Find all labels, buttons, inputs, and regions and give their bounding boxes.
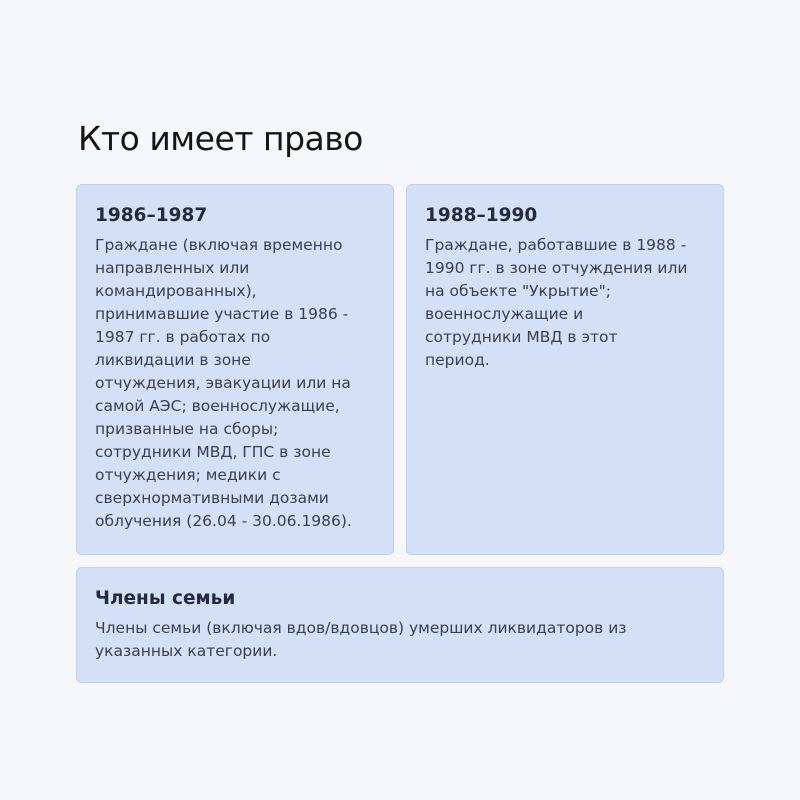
- text-line: сотрудники МВД в этот: [425, 328, 618, 346]
- card-text: [425, 234, 707, 372]
- text-line: отчуждения, эвакуации или на: [95, 374, 351, 392]
- text-line: период.: [425, 351, 490, 369]
- card-heading: 1988–1990: [425, 205, 538, 226]
- text-line: сотрудники МВД, ГПС в зоне: [95, 443, 331, 461]
- text-line: Члены семьи (включая вдов/вдовцов) умерших ликвидаторов из: [95, 619, 627, 637]
- text-line: Граждане, работавшие в 1988 -: [425, 236, 687, 254]
- text-line: Граждане (включая временно: [95, 236, 343, 254]
- text-line: самой АЭС; военнослужащие,: [95, 397, 340, 415]
- text-line: военнослужащие и: [425, 305, 584, 323]
- card-heading: Члены семьи: [95, 588, 236, 609]
- text-line: указанных категории.: [95, 642, 278, 660]
- card-1986-1987: [76, 184, 394, 555]
- card-heading: 1986–1987: [95, 205, 208, 226]
- card-text: [95, 234, 377, 533]
- text-line: командированных),: [95, 282, 257, 300]
- page-title: Кто имеет право: [78, 119, 363, 158]
- text-line: принимавшие участие в 1986 -: [95, 305, 349, 323]
- card-1988-1990: [406, 184, 724, 555]
- card-family-members: [76, 567, 724, 683]
- text-line: 1987 гг. в работах по: [95, 328, 271, 346]
- text-line: на объекте "Укрытие";: [425, 282, 611, 300]
- text-line: призванные на сборы;: [95, 420, 279, 438]
- text-line: 1990 гг. в зоне отчуждения или: [425, 259, 688, 277]
- text-line: ликвидации в зоне: [95, 351, 251, 369]
- text-line: направленных или: [95, 259, 250, 277]
- text-line: облучения (26.04 - 30.06.1986).: [95, 512, 352, 530]
- text-line: отчуждения; медики с: [95, 466, 281, 484]
- card-text: [95, 617, 707, 663]
- text-line: сверхнормативными дозами: [95, 489, 329, 507]
